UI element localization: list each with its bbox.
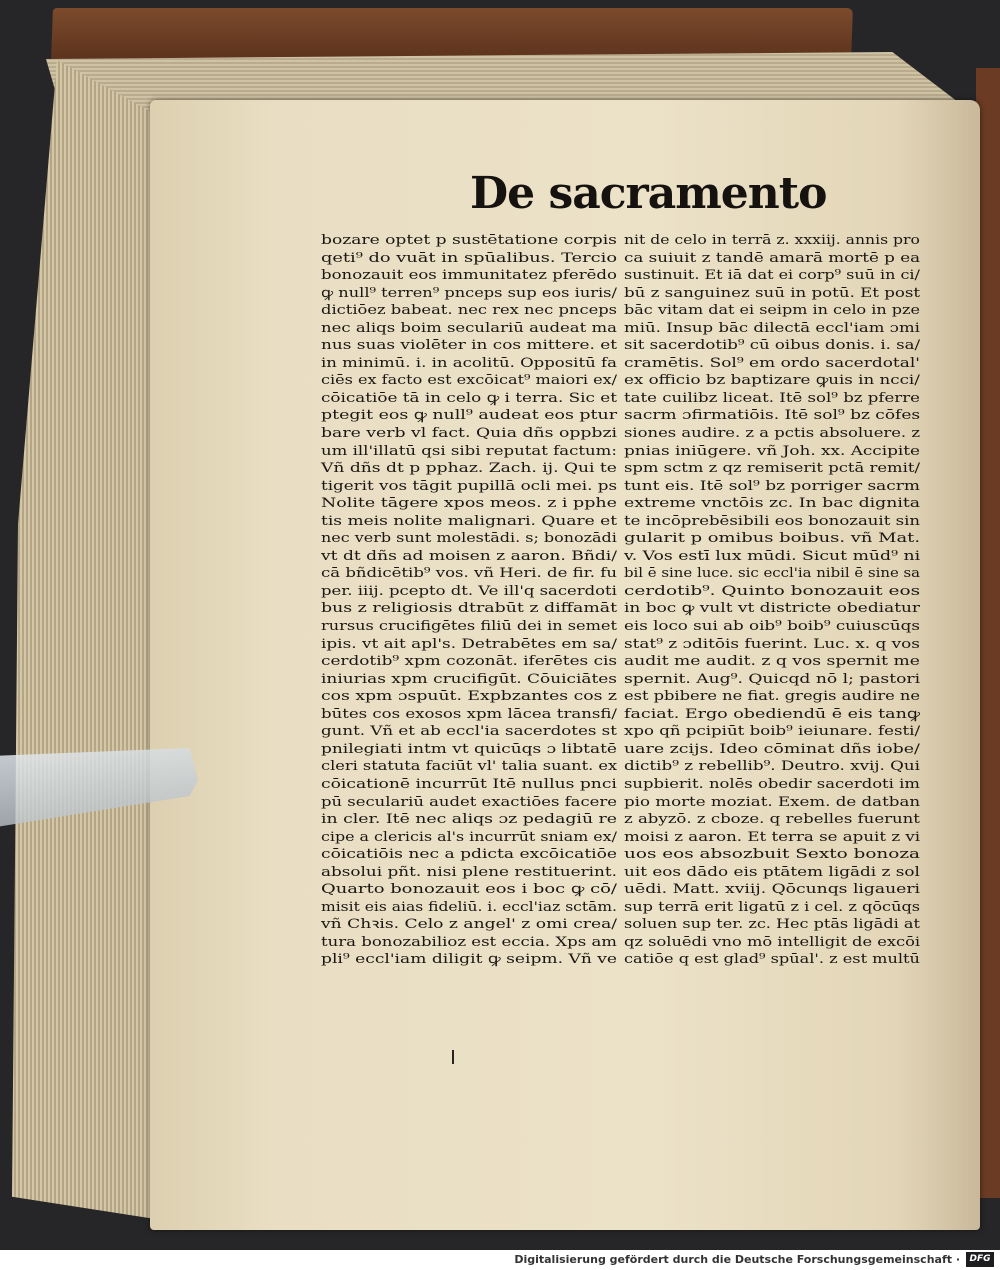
text-line: pū seculariū audet exactiōes facere (321, 794, 617, 810)
text-line: uos eos absozbuit Sexto bonoza (624, 847, 921, 863)
text-line: v. Vos estī lux mūdi. Sicut mūd⁹ ni (624, 548, 921, 564)
text-line: cerdotib⁹ xpm cozonāt. iferētes cis (321, 654, 618, 670)
text-line: bāc vitam dat ei seipm in celo in pze (624, 303, 920, 319)
footer-bar (0, 1250, 1000, 1270)
text-line: stat⁹ z ɔditōis fuerint. Luc. x. q vos (624, 636, 920, 652)
left-text-column (321, 232, 621, 969)
text-line: in boc ꝙ vult vt districte obediatur (624, 601, 921, 617)
text-line: z abyzō. z cboze. q rebelles fuerunt (624, 812, 920, 828)
text-line: eis loco sui ab oib⁹ boib⁹ cuiuscūqs (624, 619, 920, 635)
text-line: supbierit. nolēs obedir sacerdoti im (624, 776, 920, 792)
text-line: rursus crucifigētes filiū dei in semet (321, 619, 617, 635)
text-line: Nolite tāgere xpos meos. z i pphe (321, 496, 617, 512)
text-line: cerdotib⁹. Quinto bonozauit eos (624, 583, 921, 599)
text-line: cōicationē incurrūt Itē nullus pnci (321, 776, 617, 792)
text-line: dictib⁹ z rebellib⁹. Deutro. xvij. Qui (624, 759, 921, 775)
dfg-logo: DFG (966, 1252, 994, 1267)
text-line: gunt. Vñ et ab eccl'ia sacerdotes st (321, 724, 617, 740)
text-line: nec verb sunt molestādi. s; bonozādi (321, 531, 617, 547)
text-line: iniurias xpm crucifigūt. Cōuiciātes (321, 671, 618, 687)
text-line: tis meis nolite malignari. Quare et (321, 513, 618, 529)
text-line: pnias iniūgere. vñ Joh. xx. Accipite (624, 443, 921, 459)
page-heading: De sacramento (470, 168, 827, 219)
text-line: bus z religiosis dtrabūt z diffamāt (321, 601, 618, 617)
text-line: cōicatiōe tā in celo ꝙ i terra. Sic et (321, 390, 617, 406)
text-line: ciēs ex facto est excōicat⁹ maiori ex/ (321, 373, 618, 389)
text-line: tate cuilibz liceat. Itē sol⁹ bz pferre (624, 390, 920, 406)
text-line: faciat. Ergo obediendū ē eis tanꝙ (624, 706, 921, 722)
text-line: būtes cos exosos xpm lācea transfi/ (321, 706, 617, 722)
text-line: nus suas violēter in cos mittere. et (321, 338, 618, 354)
text-line: qz soluēdi vno mō intelligit de excōi (624, 934, 921, 950)
text-line: tigerit vos tāgit pupillā ocli mei. ps (321, 478, 618, 494)
text-line: qeti⁹ do vuāt in spūalibus. Tercio (321, 250, 618, 266)
text-line: gularit p omibus boibus. vñ Mat. (624, 531, 921, 547)
text-line: nit de celo in terrā z. xxxiij. annis pro (624, 233, 920, 248)
text-line: ptegit eos ꝙ null⁹ audeat eos ptur (321, 408, 618, 424)
text-line: per. iiij. pcepto dt. Ve ill'q sacerdoti (321, 583, 617, 599)
text-line: ca suiuit z tandē amarā mortē p ea (624, 250, 921, 266)
text-line: absolui pñt. nisi plene restituerint. (321, 864, 618, 880)
text-line: cramētis. Sol⁹ em ordo sacerdotal' (624, 355, 920, 371)
text-line: sit sacerdotib⁹ cū oibus donis. i. sa/ (624, 338, 921, 354)
text-line: xpo qñ pcipiūt boib⁹ ieiunare. festi/ (624, 724, 921, 740)
page-edges-left (12, 60, 162, 1220)
text-line: te incōprebēsibili eos bonozauit sin (624, 513, 920, 529)
text-line: spm sctm z qz remiserit pctā remit/ (624, 461, 920, 477)
text-line: pio morte moziat. Exem. de datban (624, 794, 921, 810)
text-line: pnilegiati intm vt quicūqs ɔ libtatē (321, 741, 617, 757)
text-line: in minimū. i. in acolitū. Oppositū fa (321, 355, 617, 371)
text-line: bozare optet p sustētatione corpis (321, 233, 617, 248)
text-line: sup terrā erit ligatū z i cel. z qōcūqs (624, 899, 921, 915)
text-line: moisi z aaron. Et terra se apuit z vi (624, 829, 921, 845)
text-line: uit eos dādo eis ptātem ligādi z sol (624, 864, 920, 880)
text-line: ex officio bz baptizare ꝙuis in ncci/ (624, 373, 920, 389)
text-line: in cler. Itē nec aliqs ɔz pedagiū re (321, 812, 618, 828)
text-line: sacrm ɔfirmatiōis. Itē sol⁹ bz cōfes (624, 408, 921, 424)
text-line: ꝙ null⁹ terren⁹ pnceps sup eos iuris/ (321, 285, 617, 301)
text-line: audit me audit. z q vos spernit me (624, 654, 920, 670)
text-line: dictiōez babeat. nec rex nec pnceps (321, 303, 618, 319)
text-line: bū z sanguinez suū in potū. Et post (624, 285, 921, 301)
text-line: cōicatiōis nec a pdicta excōicatiōe (321, 847, 618, 863)
text-line: uēdi. Matt. xviij. Qōcunqs ligaueri (624, 882, 921, 898)
text-line: tunt eis. Itē sol⁹ bz porriger sacrm (624, 478, 920, 494)
text-line: sustinuit. Et iā dat ei corp⁹ suū in ci/ (624, 268, 920, 284)
text-line: pli⁹ eccl'iam diligit ꝙ seipm. Vñ ve (321, 952, 618, 968)
text-line: misit eis aias fideliū. i. eccl'iaz sctām. (321, 899, 617, 915)
text-line: miū. Insup bāc dilectā eccl'iam ɔmi (624, 320, 920, 336)
text-line: cipe a clericis al's incurrūt sniam ex/ (321, 829, 617, 845)
text-line: vñ Chꝛis. Celo z angel' z omi crea/ (321, 917, 618, 933)
text-line: cos xpm ɔspuūt. Expbzantes cos z (321, 689, 618, 705)
text-line: extreme vnctōis zc. In bac dignita (624, 496, 921, 512)
text-line: tura bonozabilioz est eccia. Xps am (321, 934, 617, 950)
text-line: est pbibere ne fiat. gregis audire ne (624, 689, 921, 705)
text-line: soluen sup ter. zc. Hec ptās ligādi at (624, 917, 920, 933)
text-line: um ill'illatū qsi sibi reputat factum: (321, 443, 617, 459)
text-line: ipis. vt ait apl's. Detrabētes em sa/ (321, 636, 618, 652)
text-line: bare verb vl fact. Quia dñs oppbzi (321, 426, 618, 442)
funding-credit: Digitalisierung gefördert durch die Deutsche Forschungsgemeinschaft · (514, 1253, 960, 1266)
book-cover-top (51, 8, 853, 60)
text-line: nec aliqs boim seculariū audeat ma (321, 320, 617, 336)
text-line: siones audire. z a pctis absoluere. z (624, 426, 920, 442)
text-line: Vñ dñs dt p pphaz. Zach. ij. Qui te (321, 461, 617, 477)
text-line: cleri statuta faciūt vl' talia suant. ex (321, 759, 618, 775)
text-line: vt dt dñs ad moisen z aaron. Bñdi/ (321, 548, 618, 564)
text-line: catiōe q est glad⁹ spūal'. z est multū (624, 952, 920, 968)
text-line: bonozauit eos immunitatez pferēdo (321, 268, 617, 284)
text-line: Quarto bonozauit eos i boc ꝙ cō/ (321, 882, 617, 898)
ink-mark (452, 1050, 454, 1064)
right-text-column (624, 232, 924, 969)
text-line: bil ē sine luce. sic eccl'ia nibil ē sine sa (624, 566, 921, 582)
text-line: cā bñdicētib⁹ vos. vñ Heri. de fir. fu (321, 566, 617, 582)
text-line: spernit. Aug⁹. Quicqd nō l; pastori (624, 671, 921, 687)
text-line: uare zcijs. Ideo cōminat dñs iobe/ (624, 741, 920, 757)
